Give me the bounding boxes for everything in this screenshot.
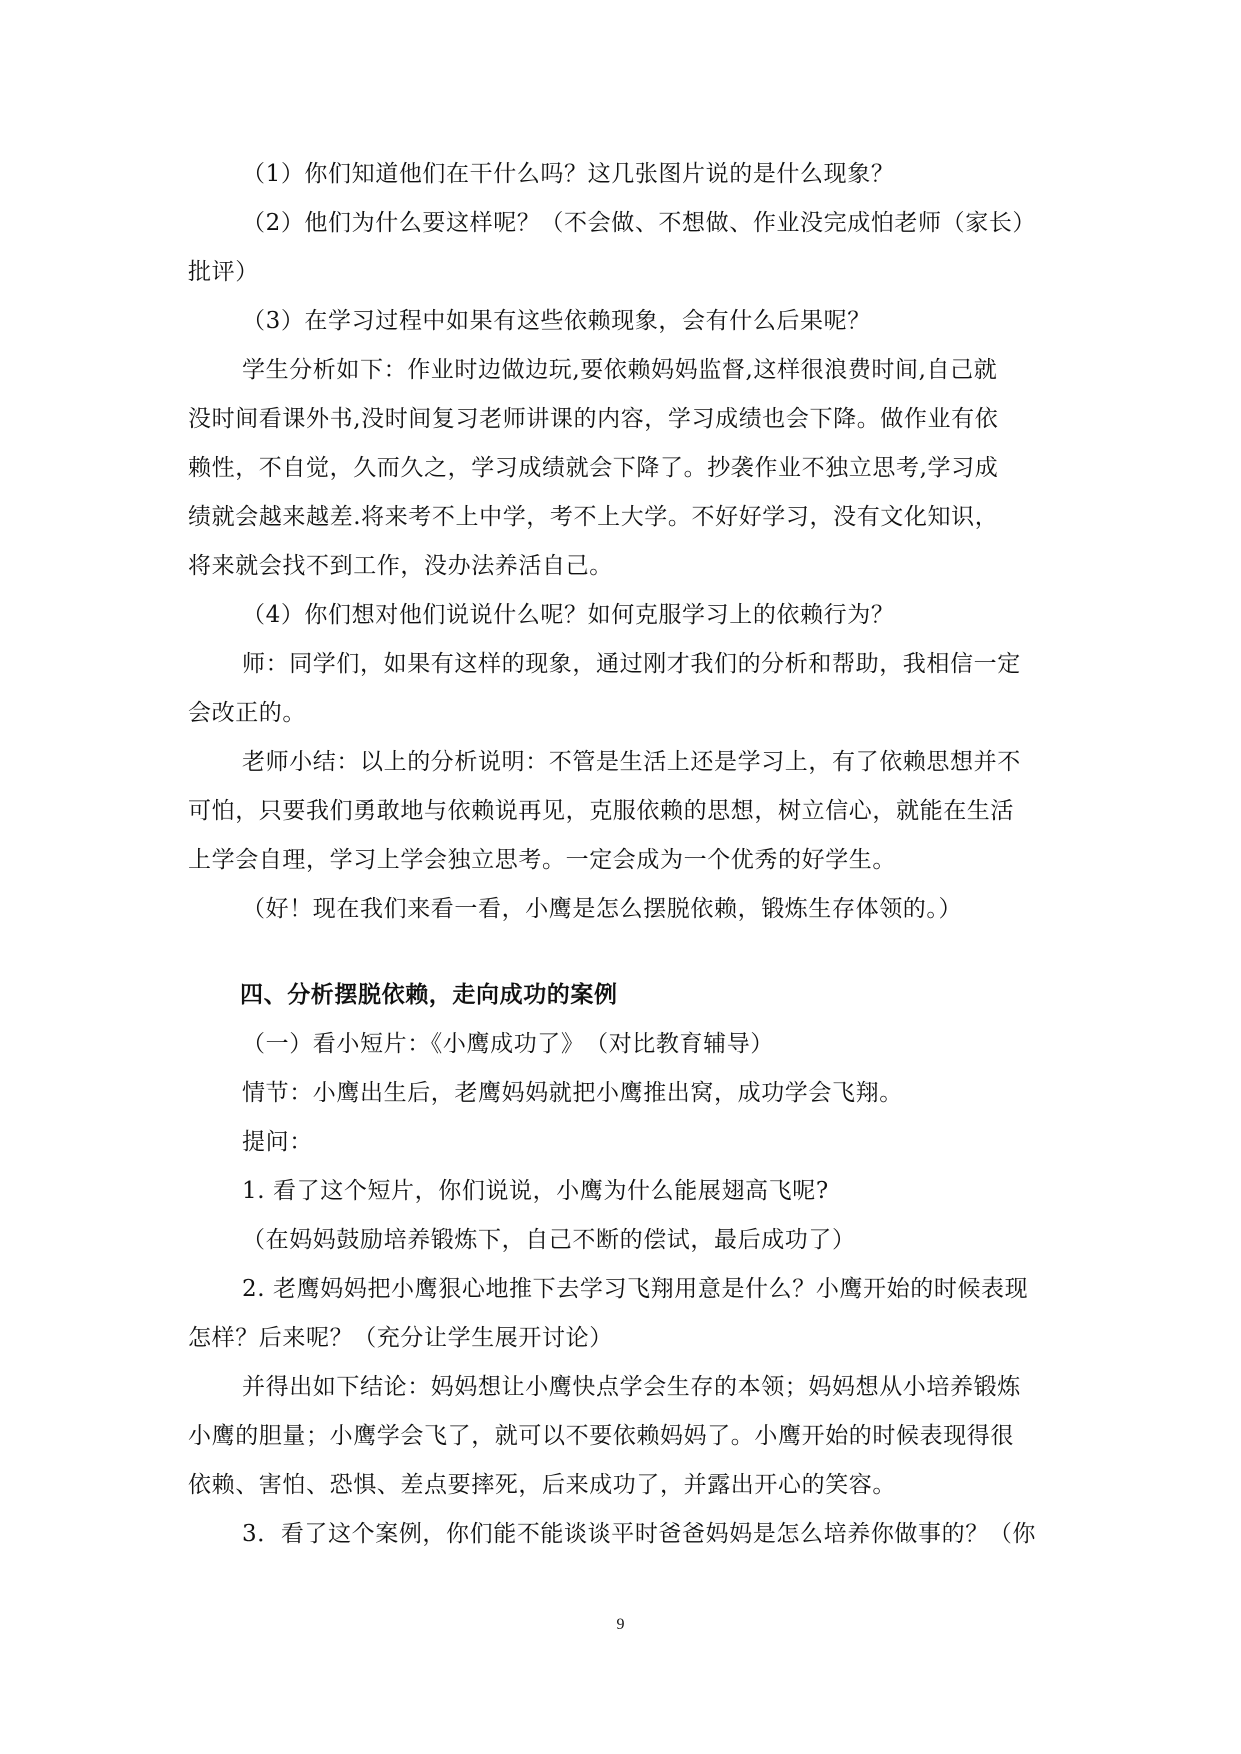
- paragraph-line-conclusion-2: 小鹰的胆量；小鹰学会飞了，就可以不要依赖妈妈了。小鹰开始的时候表现得很: [188, 1423, 1014, 1449]
- paragraph-line-item-1: 1. 看了这个短片，你们说说，小鹰为什么能展翅高飞呢?: [242, 1178, 829, 1204]
- paragraph-line-question-2-cont: 批评）: [188, 259, 259, 285]
- paragraph-line-question-label: 提问：: [242, 1129, 313, 1155]
- paragraph-line-student-analysis-3: 赖性，不自觉，久而久之，学习成绩就会下降了。抄袭作业不独立思考,学习成: [188, 455, 999, 481]
- paragraph-line-item-2-cont: 怎样？后来呢？（充分让学生展开讨论）: [188, 1325, 613, 1351]
- paragraph-line-student-analysis-4: 绩就会越来越差.将来考不上中学，考不上大学。不好好学习，没有文化知识，: [188, 504, 999, 530]
- paragraph-line-item-3: 3．看了这个案例，你们能不能谈谈平时爸爸妈妈是怎么培养你做事的？（你: [242, 1521, 1037, 1547]
- paragraph-line-question-3: （3）在学习过程中如果有这些依赖现象，会有什么后果呢？: [242, 308, 871, 334]
- paragraph-line-summary: 老师小结：以上的分析说明：不管是生活上还是学习上，有了依赖思想并不: [242, 749, 1021, 775]
- paragraph-line-item-1-answer: （在妈妈鼓励培养锻炼下，自己不断的偿试，最后成功了）: [242, 1227, 856, 1253]
- paragraph-line-question-2: （2）他们为什么要这样呢？（不会做、不想做、作业没完成怕老师（家长）: [242, 210, 1037, 236]
- paragraph-line-short-film: （一）看小短片：《小鹰成功了》 （对比教育辅导）: [242, 1031, 774, 1057]
- paragraph-line-student-analysis-5: 将来就会找不到工作，没办法养活自己。: [188, 553, 613, 579]
- page-number: 9: [616, 1616, 625, 1633]
- paragraph-line-question-1: （1）你们知道他们在干什么吗？这几张图片说的是什么现象？: [242, 161, 895, 187]
- paragraph-line-conclusion: 并得出如下结论：妈妈想让小鹰快点学会生存的本领；妈妈想从小培养锻炼: [242, 1374, 1021, 1400]
- paragraph-line-teacher: 师：同学们，如果有这样的现象，通过刚才我们的分析和帮助，我相信一定: [242, 651, 1021, 677]
- paragraph-line-question-4: （4）你们想对他们说说什么呢？如何克服学习上的依赖行为？: [242, 602, 895, 628]
- paragraph-line-transition: （好！现在我们来看一看，小鹰是怎么摆脱依赖，锻炼生存体领的。）: [242, 896, 963, 922]
- paragraph-line-student-analysis-2: 没时间看课外书,没时间复习老师讲课的内容，学习成绩也会下降。做作业有依: [188, 406, 999, 432]
- paragraph-line-teacher-2: 会改正的。: [188, 700, 306, 726]
- paragraph-line-conclusion-3: 依赖、害怕、恐惧、差点要摔死，后来成功了，并露出开心的笑容。: [188, 1472, 896, 1498]
- paragraph-line-summary-2: 可怕，只要我们勇敢地与依赖说再见，克服依赖的思想，树立信心，就能在生活: [188, 798, 1014, 824]
- paragraph-line-student-analysis: 学生分析如下：作业时边做边玩,要依赖妈妈监督,这样很浪费时间,自己就: [242, 357, 998, 383]
- paragraph-line-plot: 情节：小鹰出生后，老鹰妈妈就把小鹰推出窝，成功学会飞翔。: [242, 1080, 903, 1106]
- paragraph-line-summary-3: 上学会自理，学习上学会独立思考。一定会成为一个优秀的好学生。: [188, 847, 896, 873]
- paragraph-line-item-2: 2. 老鹰妈妈把小鹰狠心地推下去学习飞翔用意是什么？小鹰开始的时候表现: [242, 1276, 1029, 1302]
- section-heading: 四、分析摆脱依赖，走向成功的案例: [240, 981, 618, 1008]
